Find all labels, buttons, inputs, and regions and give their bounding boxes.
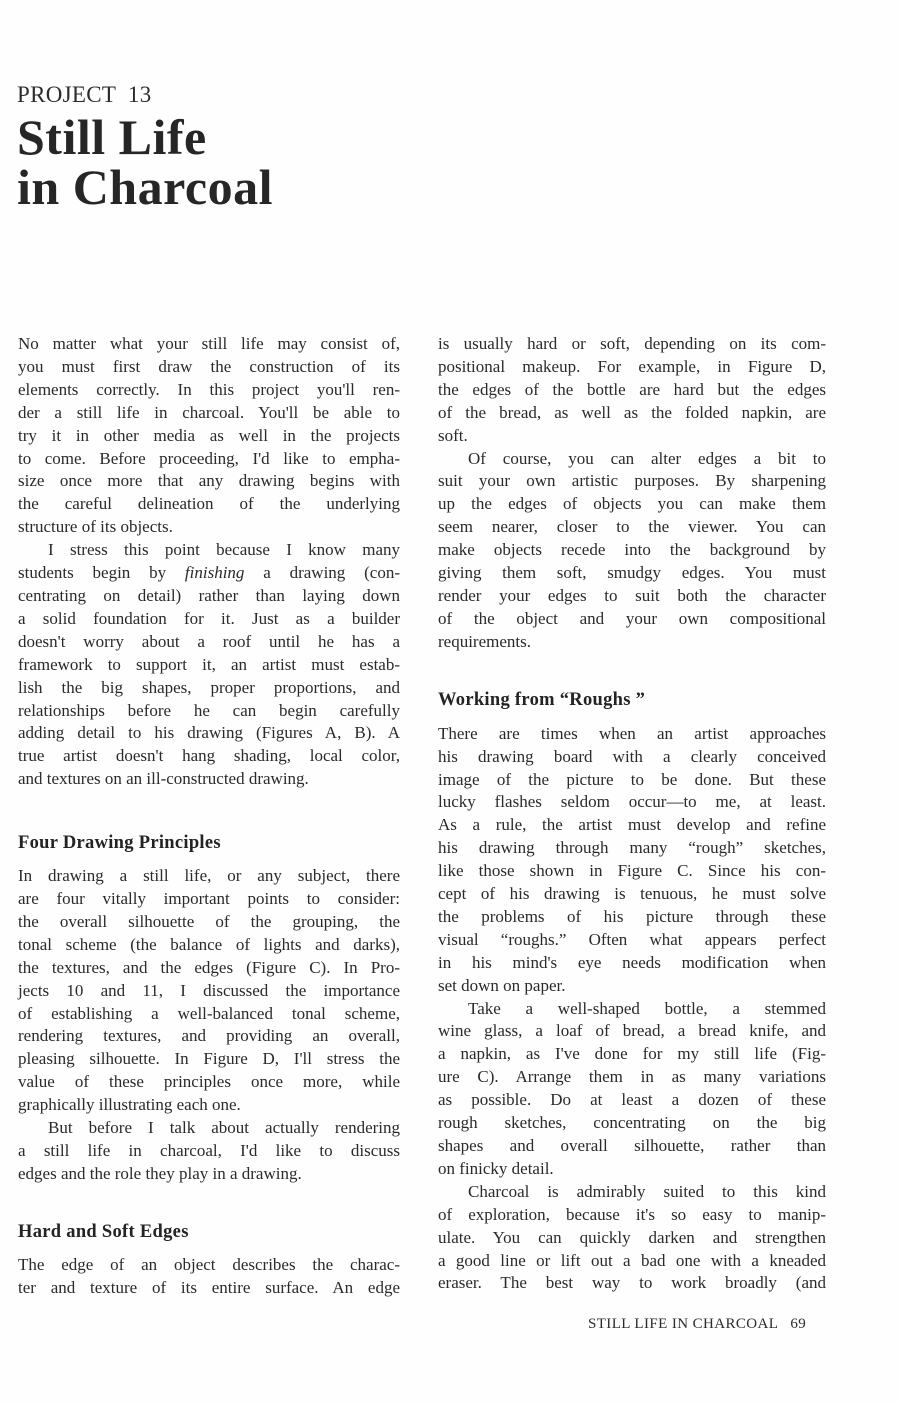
paragraph-charcoal-exploration <box>438 1181 826 1296</box>
text-line: rough sketches, concentrating on the big <box>438 1113 826 1133</box>
text-line: true artist doesn't hang shading, local color, <box>18 746 400 766</box>
text-line <box>18 562 400 585</box>
text-line: lish the big shapes, proper proportions, and <box>18 677 400 697</box>
text-line: make objects recede into the background by <box>438 540 826 560</box>
text-line: edges and the role they play in a drawing. <box>18 1163 302 1183</box>
text-line: doesn't worry about a roof until he has a <box>18 631 400 651</box>
text-line: his drawing through many “rough” sketches, <box>438 838 826 858</box>
paragraph-edge-continued <box>438 333 826 448</box>
section-heading-hard-soft-edges: Hard and Soft Edges <box>18 1221 189 1242</box>
text-line: of exploration, because it's so easy to manip- <box>438 1204 826 1224</box>
page-footer <box>588 1316 806 1333</box>
paragraph-four-principles <box>18 865 400 1117</box>
text-line: of the object and your own compositional <box>438 608 826 628</box>
text-line: I stress this point because I know many <box>48 540 400 560</box>
text-line: and textures on an ill-constructed drawing. <box>18 769 309 789</box>
text-line: his drawing board with a clearly conceived <box>438 746 826 766</box>
paragraph-stress-point <box>18 539 400 791</box>
text-line: on finicky detail. <box>438 1158 554 1178</box>
text-line: visual “roughs.” Often what appears perfect <box>438 929 826 949</box>
text-line: der a still life in charcoal. You'll be able to <box>18 402 400 422</box>
text-line: of establishing a well-balanced tonal scheme, <box>18 1003 400 1023</box>
project-label: PROJECT 13 <box>17 82 152 107</box>
text-line: is usually hard or soft, depending on its com- <box>438 334 826 353</box>
text-line: No matter what your still life may consist of, <box>18 334 400 353</box>
text-line: rendering textures, and providing an overall, <box>18 1026 400 1046</box>
text-line: set down on paper. <box>438 975 566 995</box>
paragraph-arrange-objects <box>438 998 826 1181</box>
chapter-header <box>17 82 273 215</box>
text-line: But before I talk about actually rendering <box>48 1118 400 1138</box>
text-line: jects 10 and 11, I discussed the importance <box>18 980 400 1000</box>
text-line: wine glass, a loaf of bread, a bread knife, and <box>438 1021 826 1041</box>
text-line: of the bread, as well as the folded napkin, are <box>438 402 826 422</box>
title-line-2: in Charcoal <box>17 159 273 215</box>
text-line: a solid foundation for it. Just as a builder <box>18 608 400 628</box>
text-line: centrating on detail) rather than laying down <box>18 585 400 605</box>
right-column <box>438 333 826 1295</box>
text-line: pleasing silhouette. In Figure D, I'll stress the <box>18 1049 400 1069</box>
text-line: There are times when an artist approaches <box>438 723 826 743</box>
page-title <box>17 109 273 215</box>
text-line: giving them soft, smudgy edges. You must <box>438 563 826 583</box>
text-line: the problems of his picture through these <box>438 906 826 926</box>
text-line: a good line or lift out a bad one with a kneaded <box>438 1250 826 1270</box>
emphasis-finishing: finishing <box>184 563 245 583</box>
text-line: the careful delineation of the underlying <box>18 494 400 514</box>
text-line: image of the picture to be done. But these <box>438 769 826 789</box>
text-line: eraser. The best way to work broadly (and <box>438 1273 826 1293</box>
text-line: shapes and overall silhouette, rather than <box>438 1136 826 1155</box>
text-line: Charcoal is admirably suited to this kind <box>468 1181 826 1201</box>
text-line: In drawing a still life, or any subject, there <box>18 866 400 886</box>
text-line: in his mind's eye needs modification when <box>438 952 826 972</box>
text-line: elements correctly. In this project you'll ren- <box>18 379 400 399</box>
text-line: adding detail to his drawing (Figures A, B). A <box>18 723 400 743</box>
text-line: like those shown in Figure C. Since his con- <box>438 861 826 881</box>
text-line: as possible. Do at least a dozen of these <box>438 1090 826 1110</box>
text-line: render your edges to suit both the character <box>438 585 826 605</box>
text-line: size once more that any drawing begins with <box>18 471 400 491</box>
text-line: are four vitally important points to consider: <box>18 889 400 909</box>
text-line: cept of his drawing is tenuous, he must solve <box>438 884 826 904</box>
text-line: a napkin, as I've done for my still life (Fig- <box>438 1044 826 1064</box>
left-column <box>18 333 400 1300</box>
text-line: try it in other media as well in the projects <box>18 425 400 445</box>
title-line-1: Still Life <box>17 109 207 165</box>
section-heading-working-from-roughs: Working from “Roughs ” <box>438 689 646 710</box>
text-line: graphically illustrating each one. <box>18 1095 241 1115</box>
text-fragment: a drawing (con- <box>244 563 400 583</box>
text-line: tonal scheme (the balance of lights and darks), <box>18 934 400 954</box>
paragraph-intro <box>18 333 400 539</box>
text-line: Take a well-shaped bottle, a stemmed <box>468 998 826 1018</box>
text-line: requirements. <box>438 631 531 651</box>
text-line: positional makeup. For example, in Figure D, <box>438 356 826 376</box>
section-heading-four-principles: Four Drawing Principles <box>18 833 221 854</box>
page-number: 69 <box>790 1316 807 1332</box>
text-line: lucky flashes seldom occur—to me, at least. <box>438 792 826 812</box>
paragraph-edges <box>18 1254 400 1300</box>
text-line: Of course, you can alter edges a bit to <box>468 448 826 468</box>
text-line: value of these principles once more, while <box>18 1072 400 1092</box>
text-line: The edge of an object describes the charac- <box>18 1254 400 1274</box>
text-line: a still life in charcoal, I'd like to discuss <box>18 1141 400 1160</box>
text-line: suit your own artistic purposes. By sharpening <box>438 471 826 491</box>
text-line: the overall silhouette of the grouping, the <box>18 911 400 931</box>
text-line: structure of its objects. <box>18 517 173 537</box>
paragraph-roughs <box>438 723 826 998</box>
running-head: STILL LIFE IN CHARCOAL <box>588 1316 779 1332</box>
text-line: As a rule, the artist must develop and refine <box>438 815 826 835</box>
text-line: relationships before he can begin carefully <box>18 700 400 720</box>
text-line: ulate. You can quickly darken and strengthen <box>438 1227 826 1247</box>
text-line: framework to support it, an artist must estab- <box>18 654 400 674</box>
text-line: ter and texture of its entire surface. An edge <box>18 1277 400 1297</box>
text-line: you must first draw the construction of its <box>18 356 400 376</box>
text-line: seem nearer, closer to the viewer. You can <box>438 517 826 537</box>
text-fragment: students begin by <box>18 563 185 583</box>
text-line: to come. Before proceeding, I'd like to empha- <box>18 448 400 468</box>
text-line: soft. <box>438 425 468 445</box>
text-line: ure C). Arrange them in as many variations <box>438 1067 826 1087</box>
text-line: up the edges of objects you can make them <box>438 494 826 514</box>
paragraph-before-rendering <box>18 1117 400 1186</box>
text-line: the edges of the bottle are hard but the edges <box>438 379 826 399</box>
text-line: the textures, and the edges (Figure C). In Pro- <box>18 957 400 977</box>
paragraph-alter-edges <box>438 448 826 654</box>
